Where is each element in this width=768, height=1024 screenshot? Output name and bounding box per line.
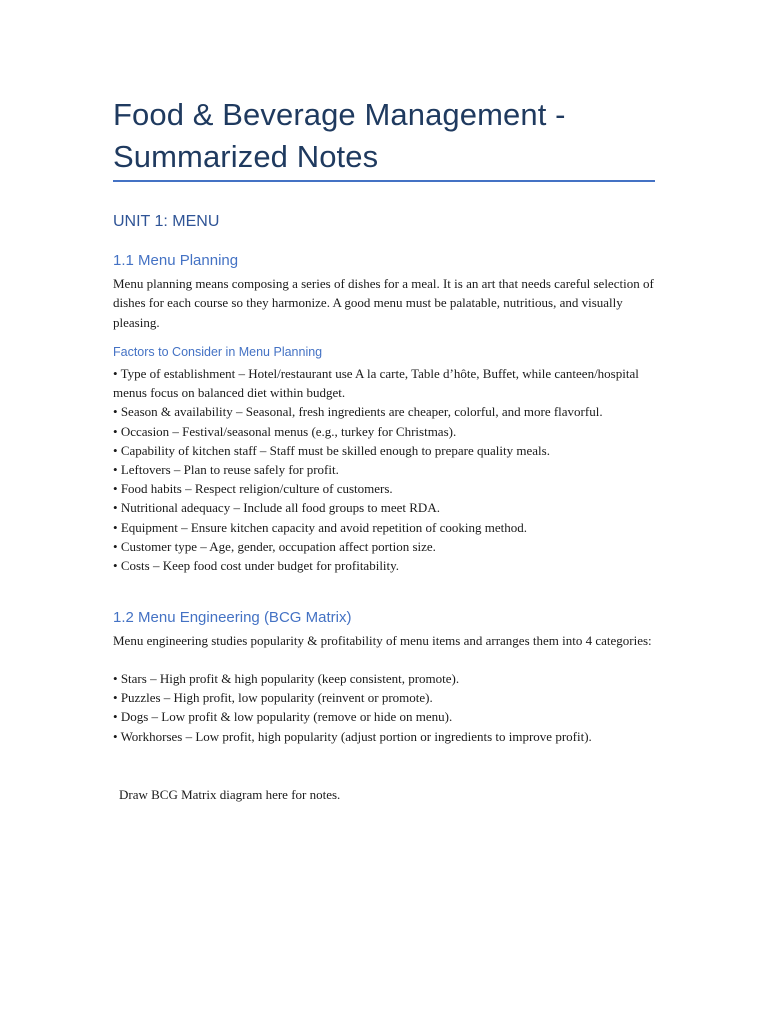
title-underline (113, 180, 655, 182)
list-item: • Costs – Keep food cost under budget for profitability. (113, 556, 658, 575)
list-item: • Capability of kitchen staff – Staff must be skilled enough to prepare quality meals. (113, 441, 658, 460)
list-item: • Food habits – Respect religion/culture of customers. (113, 479, 658, 498)
menu-engineering-intro: Menu engineering studies popularity & profitability of menu items and arranges them into 4 categories: (113, 633, 652, 648)
list-item: • Stars – High profit & high popularity (keep consistent, promote). (113, 669, 658, 688)
menu-planning-intro: Menu planning means composing a series of dishes for a meal. It is an art that needs careful selection of dishes for each course so they harmonize. A good menu must be palatable, nutritious, and visually pleasing. (113, 276, 654, 330)
unit-heading: UNIT 1: MENU (113, 213, 220, 230)
factors-list (113, 364, 658, 575)
list-item: • Occasion – Festival/seasonal menus (e.g., turkey for Christmas). (113, 422, 658, 441)
title-line-1: Food & Beverage Management - (113, 97, 566, 132)
list-item: • Dogs – Low profit & low popularity (remove or hide on menu). (113, 707, 658, 726)
list-item: • Puzzles – High profit, low popularity (reinvent or promote). (113, 688, 658, 707)
list-item: • Nutritional adequacy – Include all food groups to meet RDA. (113, 498, 658, 517)
list-item: • Equipment – Ensure kitchen capacity and avoid repetition of cooking method. (113, 518, 658, 537)
title-line-2: Summarized Notes (113, 139, 379, 174)
menu-planning-heading: 1.1 Menu Planning (113, 252, 239, 269)
list-item: • Customer type – Age, gender, occupation affect portion size. (113, 537, 658, 556)
list-item: • Type of establishment – Hotel/restaurant use A la carte, Table d’hôte, Buffet, while canteen/hospital menus focus on balanced diet within budget. (113, 364, 658, 402)
list-item: • Season & availability – Seasonal, fresh ingredients are cheaper, colorful, and more flavorful. (113, 402, 658, 421)
menu-engineering-heading: 1.2 Menu Engineering (BCG Matrix) (113, 609, 352, 626)
list-item: • Leftovers – Plan to reuse safely for profit. (113, 460, 658, 479)
diagram-note: Draw BCG Matrix diagram here for notes. (119, 787, 341, 802)
bcg-categories-list (113, 669, 658, 746)
document-title (113, 94, 658, 178)
list-item: • Workhorses – Low profit, high popularity (adjust portion or ingredients to improve profit). (113, 727, 658, 746)
factors-heading: Factors to Consider in Menu Planning (113, 345, 323, 359)
